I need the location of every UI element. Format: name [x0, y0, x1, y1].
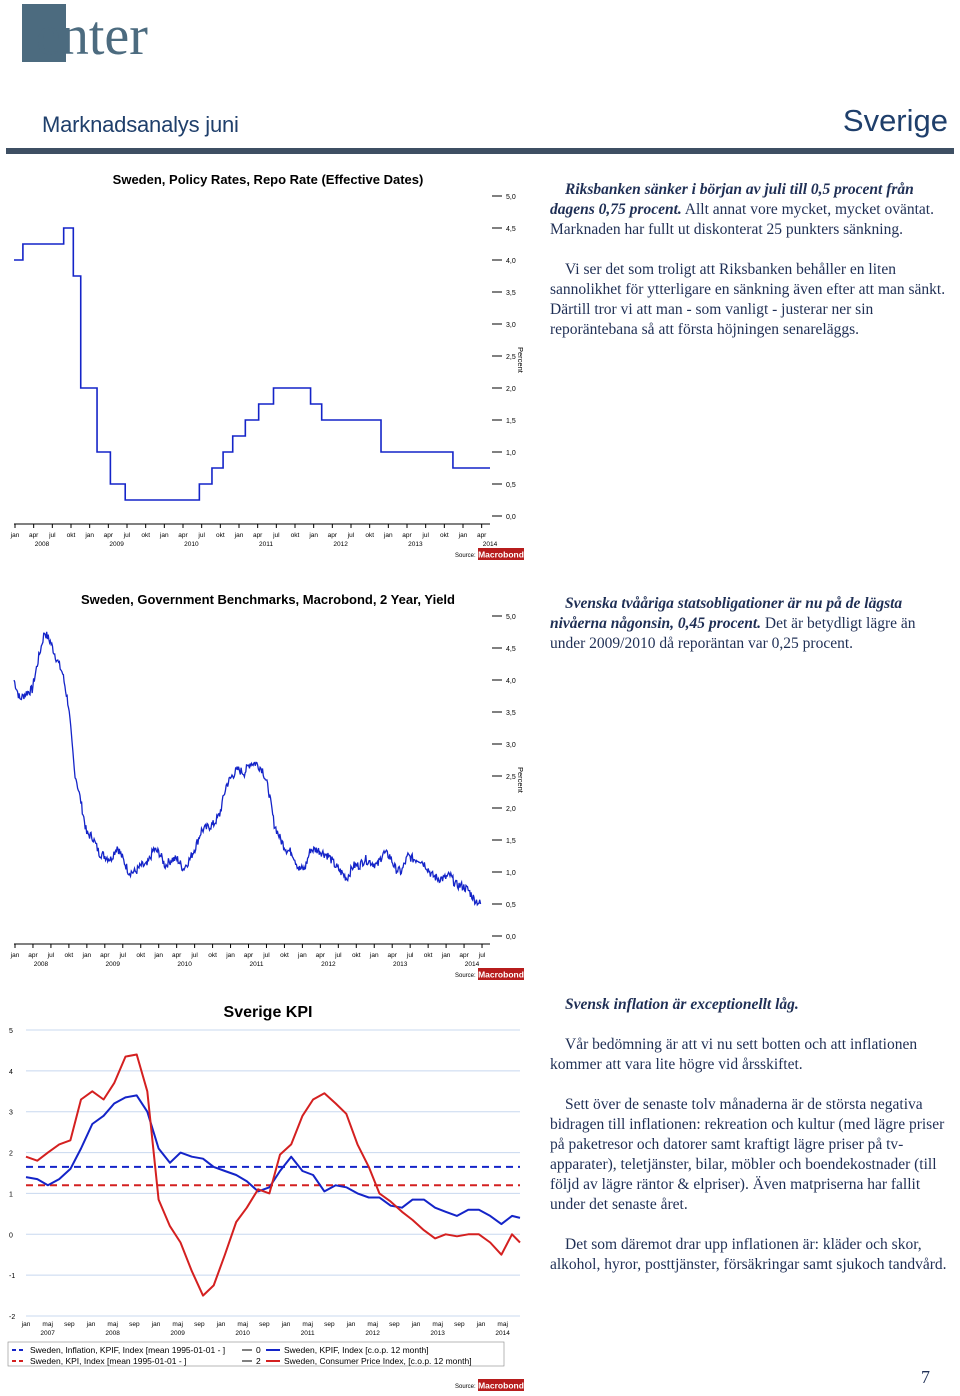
legend-label: Sweden, Inflation, KPIF, Index [mean 1995-01-01 - ] [30, 1345, 226, 1355]
x-tick-label: apr [28, 532, 39, 539]
kpi-commentary [550, 995, 952, 1275]
enter-logo [22, 4, 172, 62]
x-year-label: 2013 [430, 1330, 445, 1337]
x-tick-label: jan [159, 532, 169, 539]
kpi-paragraph-3: Sett över de senaste tolv månaderna är de största negativa bidragen till inflationen: rekreation och kultur (med lägre priser på paketresor och datorer samt kraftigt lägre priser på tv-apparater), teletjänster, bilar, möbler och boendekostnader (till följd av lägre räntor & elpriser). Även matpriserna har fallit under det senaste året. [550, 1096, 945, 1213]
x-tick-label: okt [64, 952, 74, 959]
x-tick-label: jan [82, 952, 92, 959]
y-tick-label: 3,0 [506, 742, 516, 749]
x-year-label: 2012 [365, 1330, 380, 1337]
x-year-label: 2010 [177, 961, 192, 968]
x-tick-label: jan [234, 532, 244, 539]
x-tick-label: apr [476, 532, 487, 539]
x-tick-label: apr [100, 952, 110, 959]
repo-commentary [550, 180, 952, 340]
x-tick-label: jan [441, 952, 451, 959]
y-tick-label: 5 [9, 1028, 13, 1035]
y-tick-label: 3,5 [506, 290, 516, 297]
x-year-label: 2011 [300, 1330, 315, 1337]
x-tick-label: sep [64, 1321, 75, 1328]
x-tick-label: okt [423, 952, 433, 959]
y-axis-label: Percent [516, 767, 525, 793]
y-tick-label: 3,5 [506, 710, 516, 717]
x-tick-label: okt [66, 532, 76, 539]
x-tick-label: jul [47, 952, 55, 959]
x-tick-label: maj [302, 1321, 313, 1328]
x-tick-label: sep [389, 1321, 400, 1328]
y-tick-label: 2,5 [506, 774, 516, 781]
y-axis-label: Percent [516, 347, 525, 373]
report-title: Marknadsanalys juni [42, 112, 239, 137]
repo-body: Allt annat vore mycket, mycket oväntat. Marknaden har fullt ut diskonterat 25 punkters sänkning. [550, 201, 934, 238]
source-brand: Macrobond [478, 549, 524, 560]
x-tick-label: sep [454, 1321, 465, 1328]
x-tick-label: maj [42, 1321, 53, 1328]
x-tick-label: apr [243, 952, 254, 959]
series-line [26, 1055, 520, 1296]
x-tick-label: sep [259, 1321, 270, 1328]
x-year-label: 2014 [482, 541, 498, 548]
x-tick-label: apr [171, 952, 182, 959]
bond-lead: Svenska tvååriga statsobligationer är nu på de lägsta nivåerna någonsin, 0,45 procent. [550, 595, 903, 632]
logo-text: enter [36, 5, 148, 62]
x-tick-label: okt [280, 952, 289, 959]
x-year-label: 2014 [464, 961, 480, 968]
x-year-label: 2009 [109, 541, 124, 548]
x-year-label: 2008 [105, 1330, 120, 1337]
x-tick-label: okt [351, 952, 361, 959]
x-tick-label: jan [10, 952, 20, 959]
source-label: Source: [455, 553, 476, 559]
x-tick-label: apr [252, 532, 263, 539]
x-tick-label: jul [119, 952, 127, 959]
bond-body: Det är betydligt lägre än under 2009/2010 då reporäntan var 0,25 procent. [550, 615, 916, 652]
x-tick-label: jan [309, 532, 319, 539]
x-tick-label: sep [194, 1321, 205, 1328]
x-tick-label: jan [281, 1321, 291, 1328]
y-tick-label: -2 [9, 1314, 16, 1321]
chart-title: Sverige KPI [223, 1004, 313, 1021]
x-tick-label: apr [459, 952, 469, 959]
x-tick-label: maj [497, 1321, 508, 1328]
series-line [14, 632, 481, 905]
x-tick-label: jul [263, 952, 270, 959]
y-tick-label: 4,5 [506, 646, 516, 653]
y-tick-label: 4,0 [506, 678, 516, 685]
kpi-lead: Svensk inflation är exceptionellt låg. [565, 996, 799, 1013]
legend-label: Sweden, KPIF, Index [c.o.p. 12 month] [284, 1345, 429, 1355]
header-rule [6, 148, 954, 154]
x-year-label: 2008 [33, 961, 49, 968]
kpi-paragraph-2: Vår bedömning är att vi nu sett botten och att inflationen kommer att vara lite högre vid årsskiftet. [550, 1036, 918, 1073]
chart-title: Sweden, Government Benchmarks, Macrobond, 2 Year, Yield [80, 592, 456, 607]
x-year-label: 2011 [249, 961, 264, 968]
x-tick-label: okt [439, 532, 449, 539]
x-tick-label: jan [151, 1321, 161, 1328]
x-year-label: 2009 [105, 961, 121, 968]
y-tick-label: 0,0 [506, 934, 516, 941]
x-tick-label: maj [237, 1321, 248, 1328]
x-year-label: 2008 [34, 541, 50, 548]
y-tick-label: 1,0 [506, 870, 516, 877]
y-tick-label: 3 [9, 1109, 13, 1117]
x-year-label: 2010 [235, 1330, 250, 1337]
x-tick-label: apr [28, 952, 38, 959]
x-tick-label: okt [136, 952, 146, 959]
y-tick-label: 4,0 [506, 258, 516, 265]
x-tick-label: jan [411, 1321, 421, 1328]
x-tick-label: apr [387, 952, 397, 959]
x-tick-label: jan [226, 952, 235, 959]
x-tick-label: apr [178, 532, 188, 539]
bond-paragraph-1 [550, 594, 952, 654]
source-brand: Macrobond [478, 969, 524, 980]
series-line [26, 1095, 520, 1224]
x-tick-label: jul [478, 952, 486, 959]
x-tick-label: apr [402, 532, 412, 539]
x-tick-label: okt [365, 532, 375, 539]
y-tick-label: 4,5 [506, 226, 516, 233]
x-tick-label: okt [141, 532, 151, 539]
kpi-chart [0, 995, 545, 1396]
kpi-paragraph-4: Det som däremot drar upp inflationen är: kläder och skor, alkohol, hyror, posttjänster, försäkringar samt sjukoch tandvård. [550, 1236, 947, 1273]
x-tick-label: maj [172, 1321, 183, 1328]
x-tick-label: jan [216, 1321, 226, 1328]
x-year-label: 2012 [321, 961, 336, 968]
x-tick-label: jul [347, 532, 355, 539]
x-tick-label: jul [422, 532, 429, 539]
x-tick-label: apr [327, 532, 338, 539]
x-year-label: 2009 [170, 1330, 185, 1337]
x-tick-label: jan [458, 532, 468, 539]
x-tick-label: jan [86, 1321, 96, 1328]
x-tick-label: jan [154, 952, 164, 959]
chart-title: Sweden, Policy Rates, Repo Rate (Effective Dates) [112, 172, 424, 187]
series-line [14, 228, 490, 500]
y-tick-label: 1,5 [506, 418, 516, 425]
x-tick-label: jan [369, 952, 379, 959]
x-tick-label: sep [324, 1321, 335, 1328]
y-tick-label: 2 [9, 1150, 13, 1158]
x-tick-label: apr [315, 952, 326, 959]
y-tick-label: 4 [9, 1068, 13, 1076]
repo-lead: Riksbanken sänker i början av juli till 0,5 procent från dagens 0,75 procent. [550, 181, 914, 218]
source-label: Source: [455, 973, 476, 979]
y-tick-label: 0,0 [506, 514, 516, 521]
legend-axis-label: 0 [256, 1345, 261, 1355]
x-year-label: 2013 [408, 541, 423, 548]
x-tick-label: jul [198, 532, 205, 539]
y-tick-label: 2,0 [506, 386, 516, 393]
x-tick-label: jan [21, 1321, 31, 1328]
x-tick-label: jan [85, 532, 95, 539]
y-tick-label: 2,5 [506, 354, 516, 361]
x-tick-label: jul [191, 952, 198, 959]
bond-commentary [550, 594, 952, 654]
x-tick-label: jan [476, 1321, 486, 1328]
x-tick-label: maj [432, 1321, 443, 1328]
y-tick-label: 5,0 [506, 194, 516, 201]
legend-label: Sweden, Consumer Price Index, [c.o.p. 12 month] [284, 1356, 472, 1366]
x-year-label: 2013 [392, 961, 408, 968]
bond-yield-chart [0, 585, 545, 985]
repo-paragraph-1 [550, 180, 952, 240]
y-tick-label: 0,5 [506, 482, 516, 489]
y-tick-label: 5,0 [506, 614, 516, 621]
y-tick-label: -1 [9, 1273, 16, 1281]
x-year-label: 2011 [259, 541, 273, 548]
x-tick-label: sep [129, 1321, 140, 1328]
source-brand: Macrobond [478, 1380, 524, 1391]
y-tick-label: 1,5 [506, 838, 516, 845]
x-tick-label: jan [383, 532, 393, 539]
x-tick-label: maj [107, 1321, 118, 1328]
country-title: Sverige [842, 103, 948, 138]
x-tick-label: jul [49, 532, 56, 539]
repo-paragraph-2: Vi ser det som troligt att Riksbanken behåller en liten sannolikhet för ytterligare en sänkning även efter att man sänkt. Därtill tror vi att man - som vanligt - justerar ner sin reporäntebana så att första höjningen senareläggs. [550, 261, 946, 338]
repo-rate-chart [0, 165, 545, 565]
x-tick-label: okt [208, 952, 217, 959]
x-year-label: 2014 [495, 1330, 510, 1337]
x-tick-label: jan [298, 952, 307, 959]
x-tick-label: jan [346, 1321, 356, 1328]
x-tick-label: okt [290, 532, 300, 539]
x-tick-label: jul [335, 952, 342, 959]
x-tick-label: jul [406, 952, 414, 959]
x-year-label: 2010 [184, 541, 199, 548]
page-number: 7 [921, 1367, 930, 1387]
x-tick-label: maj [367, 1321, 378, 1328]
y-tick-label: 1 [9, 1191, 13, 1199]
y-tick-label: 0,5 [506, 902, 516, 909]
x-tick-label: okt [215, 532, 225, 539]
x-tick-label: jul [273, 532, 280, 539]
source-label: Source: [455, 1384, 476, 1390]
y-tick-label: 3,0 [506, 322, 516, 329]
x-year-label: 2012 [333, 541, 348, 548]
x-year-label: 2007 [40, 1330, 55, 1337]
y-tick-label: 2,0 [506, 806, 516, 813]
y-tick-label: 1,0 [506, 450, 516, 457]
legend-label: Sweden, KPI, Index [mean 1995-01-01 - ] [30, 1356, 187, 1366]
x-tick-label: jul [123, 532, 131, 539]
x-tick-label: apr [103, 532, 114, 539]
legend-axis-label: 2 [256, 1356, 261, 1366]
y-tick-label: 0 [9, 1232, 13, 1240]
x-tick-label: jan [10, 532, 20, 539]
